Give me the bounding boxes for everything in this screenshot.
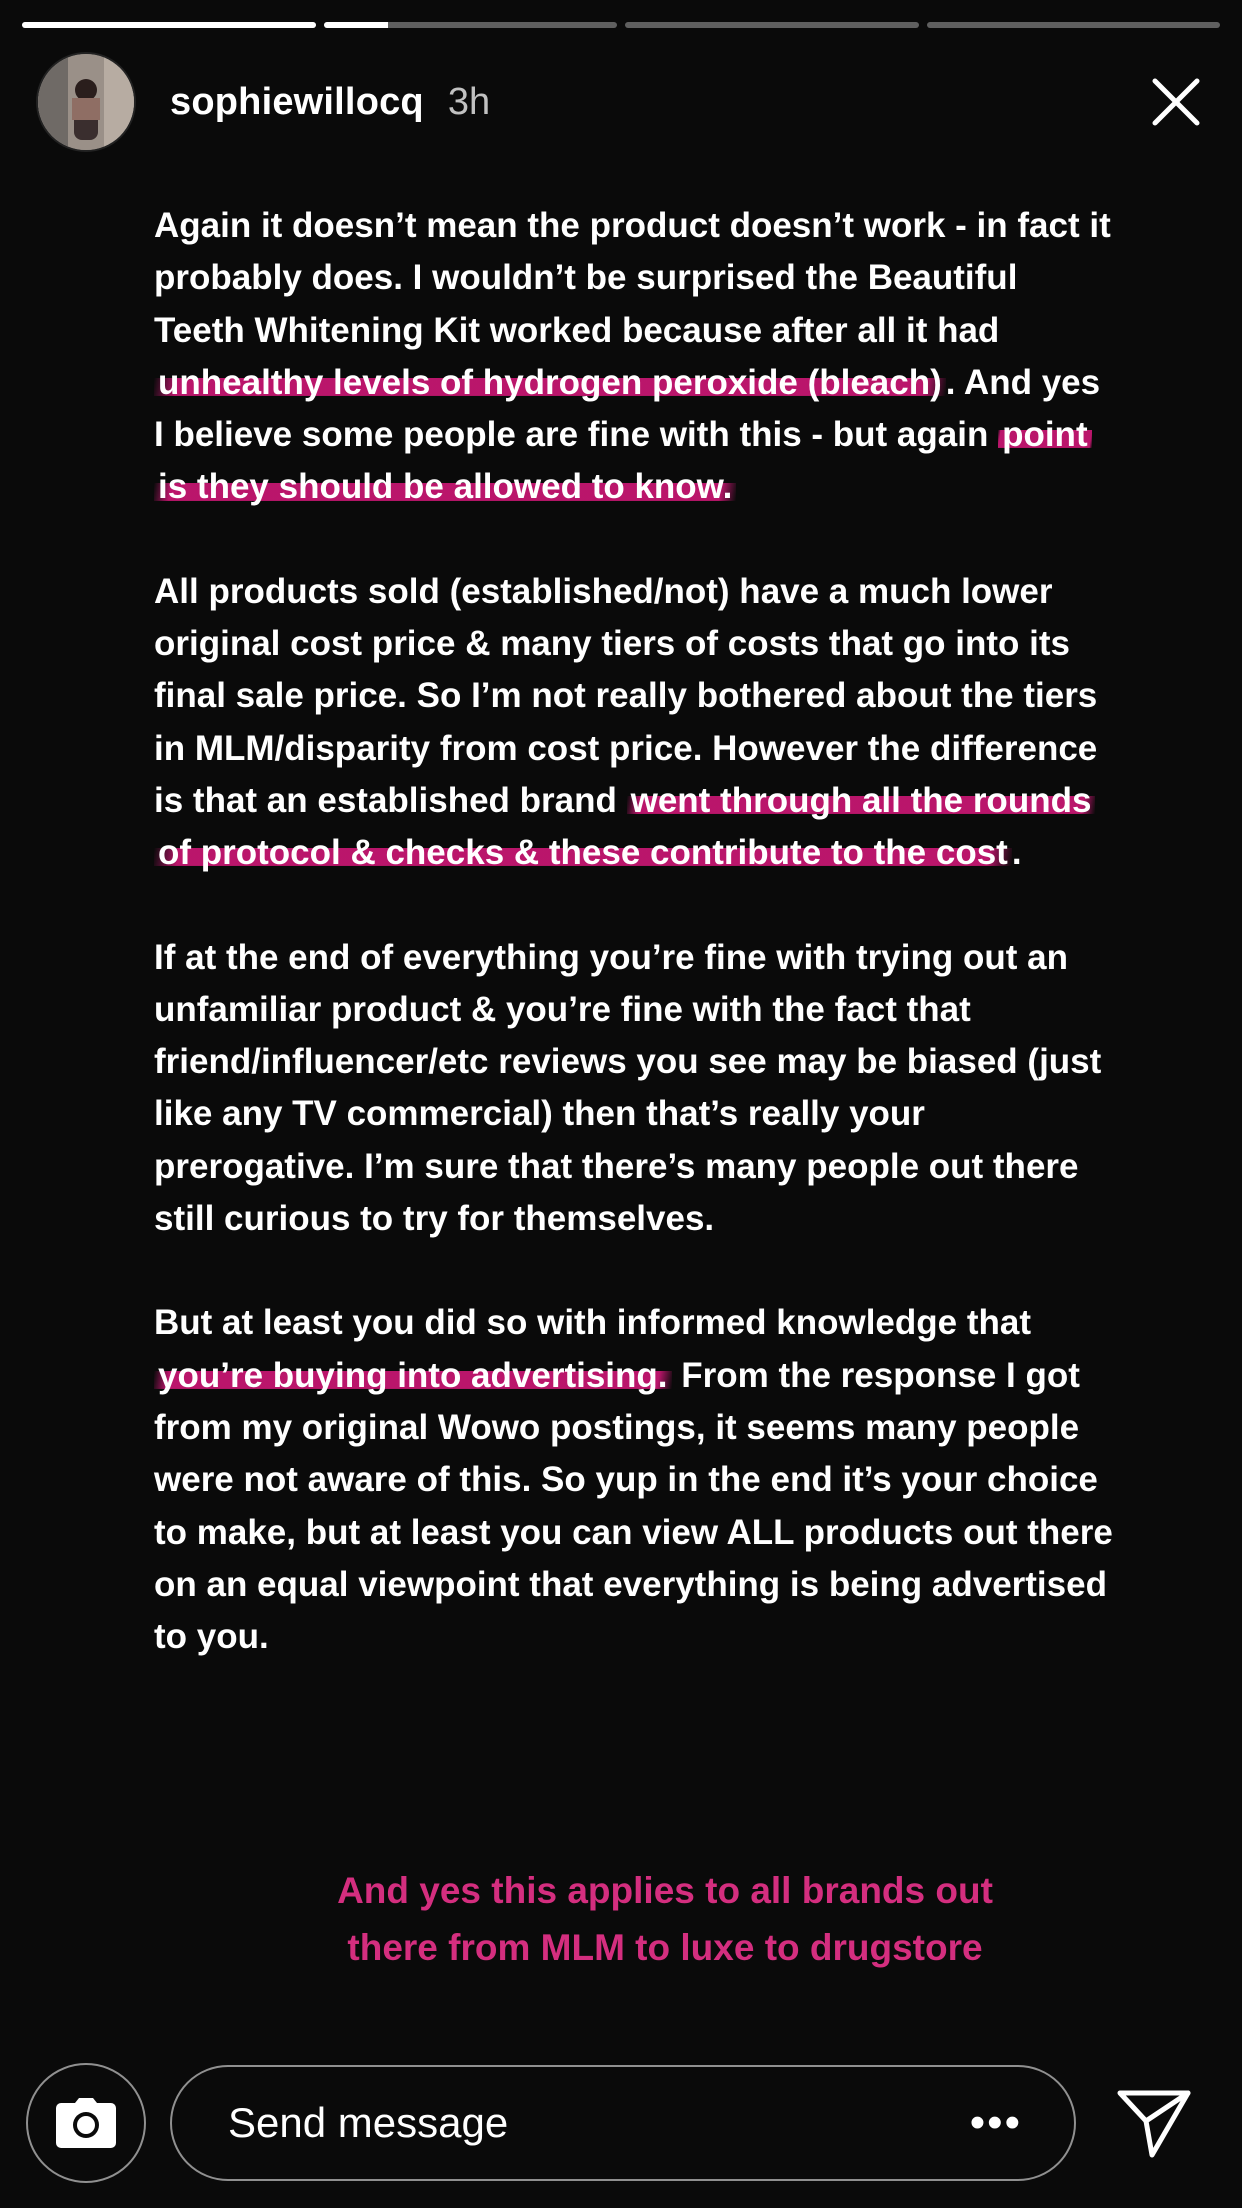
close-icon (1151, 77, 1201, 127)
paragraph-text: . (1011, 833, 1022, 873)
send-message-input[interactable] (170, 2065, 1076, 2181)
story-header (36, 52, 1206, 152)
avatar[interactable] (36, 52, 136, 152)
paragraph-text: But at least you did so with informed knowledge that (154, 1303, 1031, 1343)
progress-segment (625, 22, 919, 28)
paragraph-text: From the response I got from my original Wowo postings, it seems many people were not aware of this. So yup in the end it’s your choice to make, but at least you can view ALL products out there on an equal viewpoint that everything is being advertised to you. (154, 1355, 1113, 1657)
story-progress-bar (22, 22, 1220, 28)
send-icon (1116, 2087, 1192, 2159)
story-paragraph (154, 566, 1114, 880)
post-time: 3h (447, 80, 491, 123)
progress-segment (927, 22, 1221, 28)
username[interactable]: sophiewillocq (170, 80, 424, 123)
paragraph-text: If at the end of everything you’re fine with trying out an unfamiliar product & you’re fine with the fact that friend/influencer/etc reviews you see may be biased (just like any TV commercial) then that’s really your prerogative. I’m sure that there’s many people out there still curious to try for themselves. (154, 937, 1102, 1239)
close-button[interactable] (1146, 72, 1206, 132)
story-paragraph (154, 200, 1114, 514)
highlighted-text: you’re buying into advertising. (154, 1356, 672, 1395)
paragraph-text: Again it doesn’t mean the product doesn’t work - in fact it probably does. I wouldn’t be surprised the Beautiful Teeth Whitening Kit worked because after all it had (154, 206, 1111, 350)
progress-fill (22, 22, 316, 28)
paragraph-text: All products sold (established/not) have a much lower original cost price & many tiers of costs that go into its final sale price. So I’m not really bothered about the tiers in MLM/disparity from cost price. However the difference is that an established brand (154, 571, 1098, 820)
highlighted-text: went through all the rounds of protocol & checks & these contribute to the cost (154, 781, 1095, 872)
paragraph-text: . And yes I believe some people are fine with this - but again (154, 362, 1101, 455)
message-placeholder: Send message (228, 2099, 509, 2146)
story-text (154, 200, 1114, 1715)
camera-icon (55, 2097, 117, 2149)
camera-button[interactable] (26, 2063, 146, 2183)
story-paragraph (154, 1297, 1114, 1663)
progress-segment (22, 22, 316, 28)
story-footer (26, 2062, 1216, 2184)
story-paragraph (154, 932, 1114, 1246)
highlighted-text: unhealthy levels of hydrogen peroxide (bleach) (154, 363, 946, 402)
highlighted-text: point is they should be allowed to know. (154, 415, 1092, 506)
progress-fill (324, 22, 389, 28)
send-button[interactable] (1114, 2083, 1194, 2163)
pink-caption: And yes this applies to all brands out there from MLM to luxe to drugstore (337, 1870, 993, 1968)
more-icon[interactable]: ••• (969, 2098, 1022, 2147)
progress-segment (324, 22, 618, 28)
